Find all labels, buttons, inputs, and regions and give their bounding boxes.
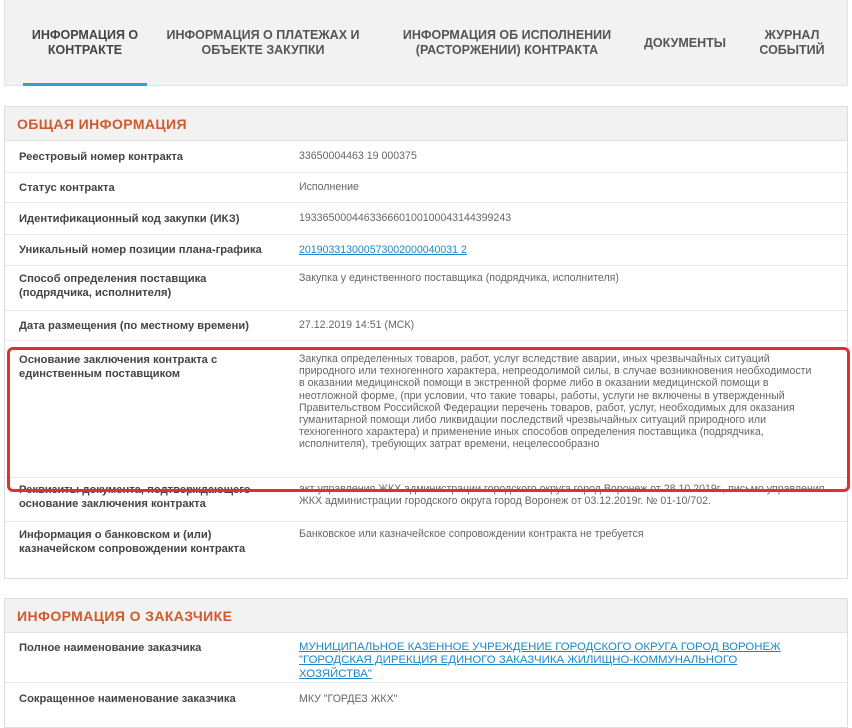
- section-title: ИНФОРМАЦИЯ О ЗАКАЗЧИКЕ: [5, 599, 847, 633]
- field-label: Идентификационный код закупки (ИКЗ): [19, 212, 240, 225]
- info-row: [5, 633, 847, 683]
- field-value: 27.12.2019 14:51 (МСК): [299, 319, 415, 332]
- field-value: Закупка определенных товаров, работ, услуг вследствие аварии, иных чрезвычайных ситуаций природного или техногенного характера, непреодолимой силы, в случае возникновения необходимости в оказании медицинской помощи в экстренной форме либо в оказании медицинской помощи в неотложной форме, (при условии, что такие товары, работы, услуги не включены в утвержденный Правительством Российской Федерации перечень товаров, работ, услуг, необходимых для оказания гуманитарной помощи либо ликвидации последствий чрезвычайных ситуаций природного или техногенного характера) и применение иных способов определения поставщика (подрядчика, исполнителя), требующих затрат времени, нецелесообразно: [299, 353, 812, 451]
- general-info-section: [4, 106, 848, 579]
- info-row: [5, 683, 847, 715]
- info-row: [5, 311, 847, 341]
- field-value: Исполнение: [299, 181, 359, 194]
- tab-label: ЖУРНАЛ СОБЫТИЙ: [759, 28, 825, 57]
- field-value: Банковское или казначейское сопровождении контракта не требуется: [299, 528, 644, 540]
- field-value: 193365000446336660100100043144399243: [299, 212, 512, 225]
- info-row: [5, 478, 847, 522]
- tab-label: ИНФОРМАЦИЯ О КОНТРАКТЕ: [31, 28, 139, 57]
- field-label: Сокращенное наименование заказчика: [19, 693, 236, 705]
- info-row: [5, 141, 847, 173]
- tab-payments-info[interactable]: [163, 0, 363, 86]
- field-value: [285, 244, 847, 256]
- tab-execution-info[interactable]: [389, 0, 625, 86]
- tab-event-log[interactable]: [747, 0, 837, 86]
- field-label: Реестровый номер контракта: [19, 150, 184, 163]
- info-row: [5, 266, 847, 311]
- field-value: [285, 641, 847, 682]
- field-label: Основание заключения контракта с единственным поставщиком: [19, 354, 218, 380]
- field-label: Дата размещения (по местному времени): [19, 319, 249, 332]
- field-value: акт управления ЖКХ администрации городского округа город Воронеж от 28.10.2019г., письмо управления ЖКХ администрации городского округа город Воронеж от 03.12.2019г. № 01-10/702.: [299, 483, 825, 508]
- section-title: ОБЩАЯ ИНФОРМАЦИЯ: [5, 107, 847, 141]
- tab-label: ИНФОРМАЦИЯ ОБ ИСПОЛНЕНИИ (РАСТОРЖЕНИИ) КОНТРАКТА: [402, 28, 612, 57]
- info-row: [5, 173, 847, 203]
- tab-contract-info[interactable]: [19, 0, 151, 86]
- field-value: 33650004463 19 000375: [299, 150, 417, 163]
- info-row-highlighted: [5, 341, 847, 478]
- field-label: Реквизиты документа, подтверждающего основание заключения контракта: [19, 484, 251, 510]
- customer-info-section: [4, 598, 848, 728]
- field-label: Способ определения поставщика (подрядчика, исполнителя): [19, 273, 207, 299]
- field-value: МКУ "ГОРДЕЗ ЖКХ": [299, 692, 398, 705]
- field-label: Полное наименование заказчика: [19, 642, 202, 654]
- tab-bar: [4, 0, 848, 86]
- field-value: Закупка у единственного поставщика (подрядчика, исполнителя): [299, 272, 619, 284]
- info-row: [5, 203, 847, 235]
- info-row: [5, 235, 847, 266]
- tab-documents[interactable]: [635, 0, 735, 86]
- tab-label: ДОКУМЕНТЫ: [644, 35, 726, 50]
- field-label: Статус контракта: [19, 181, 115, 194]
- info-row: [5, 522, 847, 562]
- field-label: Уникальный номер позиции плана-графика: [19, 244, 262, 256]
- tab-label: ИНФОРМАЦИЯ О ПЛАТЕЖАХ И ОБЪЕКТЕ ЗАКУПКИ: [166, 28, 360, 57]
- customer-name-link[interactable]: МУНИЦИПАЛЬНОЕ КАЗЕННОЕ УЧРЕЖДЕНИЕ ГОРОДСКОГО ОКРУГА ГОРОД ВОРОНЕЖ "ГОРОДСКАЯ ДИРЕКЦИЯ ЕДИНОГО ЗАКАЗЧИКА ЖИЛИЩНО-КОММУНАЛЬНОГО ХОЗЯЙСТВА": [299, 641, 781, 680]
- plan-position-link[interactable]: 201903313000573002000040031 2: [299, 243, 467, 256]
- field-label: Информация о банковском и (или) казначейском сопровождении контракта: [19, 529, 246, 555]
